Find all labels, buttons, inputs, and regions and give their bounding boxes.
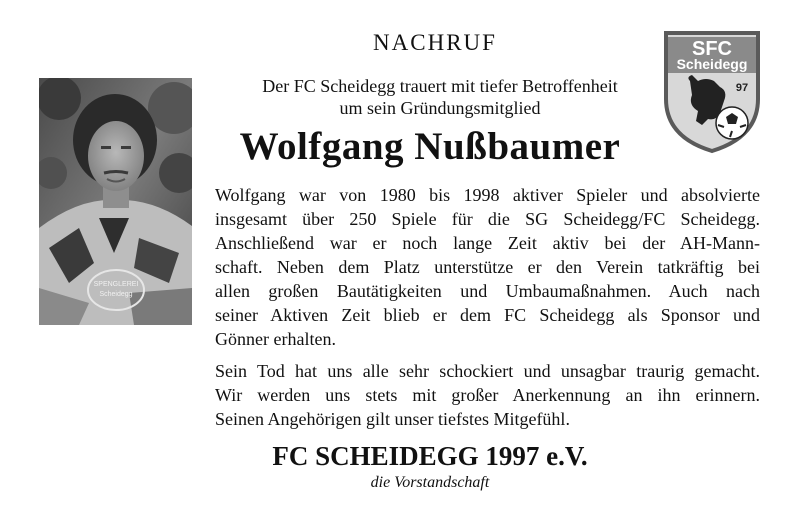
club-crest: [662, 29, 762, 155]
portrait-illustration: [39, 78, 192, 325]
crest-letters: SFC: [692, 38, 732, 60]
text-line: allen großen Bautätigkeiten und Umbaumaßnahmen. Auch nach: [215, 281, 760, 301]
jersey-sponsor-text: SPENGLEREI: [93, 281, 139, 288]
intro-line: um sein Gründungsmitglied: [339, 98, 541, 118]
club-crest-shield-icon: [662, 29, 762, 155]
portrait-photo: [39, 78, 192, 325]
text-line: Anschließend war er noch lange Zeit aktiv bei der AH-Mann-: [215, 233, 760, 253]
intro-text: [190, 75, 690, 119]
text-line: Sein Tod hat uns alle sehr schockiert und unsagbar traurig gemacht.: [215, 361, 760, 381]
paragraph-condolence: [215, 359, 760, 431]
crest-year: 97: [735, 82, 749, 94]
club-name: FC SCHEIDEGG 1997 e.V.: [272, 441, 588, 471]
text-line: Wir werden uns stets mit großer Anerkennung an ihn erinnern.: [215, 385, 760, 405]
obituary-heading: NACHRUF: [373, 30, 497, 55]
text-line: seiner Aktiven Zeit blieb er dem FC Scheidegg als Sponsor und: [215, 305, 760, 325]
deceased-name: Wolfgang Nußbaumer: [239, 125, 621, 168]
jersey-town-text: Scheidegg: [99, 291, 133, 298]
crest-town: Scheidegg: [676, 56, 748, 72]
text-line: Wolfgang war von 1980 bis 1998 aktiver Spieler und absolvierte: [215, 185, 760, 205]
text-line: Seinen Angehörigen gilt unser tiefstes Mitgefühl.: [215, 409, 570, 429]
text-line: Gönner erhalten.: [215, 329, 336, 349]
paragraph-career: [215, 183, 760, 351]
intro-line: Der FC Scheidegg trauert mit tiefer Betroffenheit: [262, 76, 618, 96]
obituary-body: [215, 183, 760, 439]
text-line: schaft. Neben dem Platz unterstütze er den Verein tatkräftig bei: [215, 257, 760, 277]
text-line: insgesamt über 250 Spiele für die SG Scheidegg/FC Scheidegg.: [215, 209, 760, 229]
signature: die Vorstandschaft: [370, 474, 490, 491]
